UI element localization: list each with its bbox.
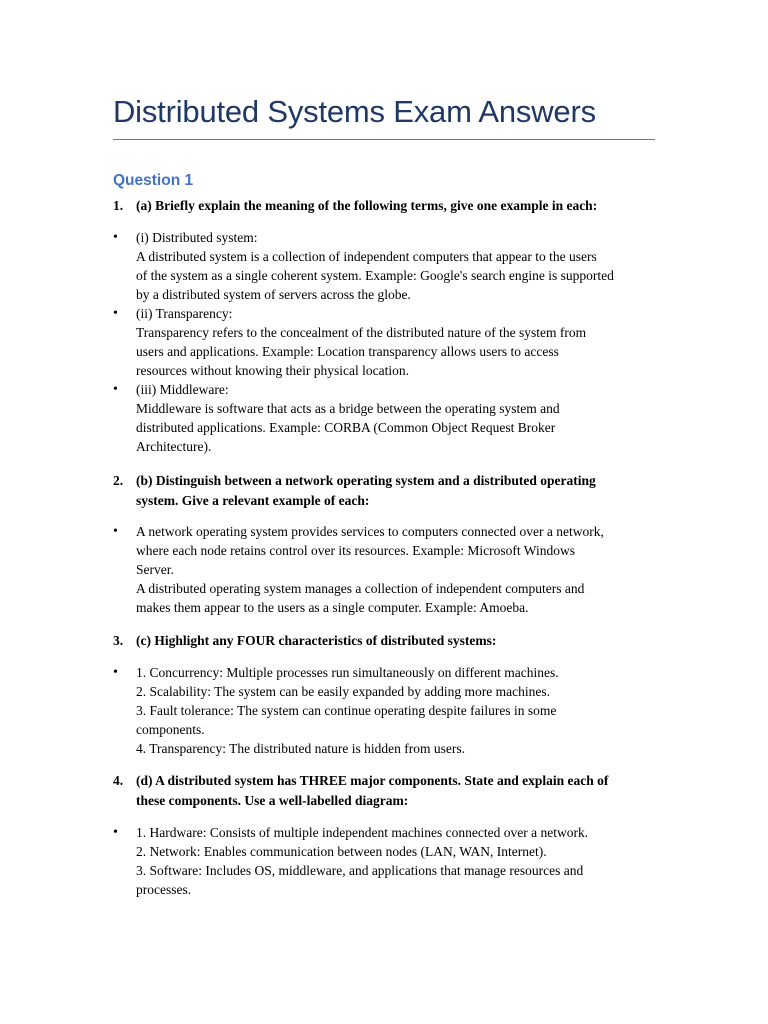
section-heading: Question 1 [113,172,194,189]
answer-line: A distributed system is a collection of independent computers that appear to the users [136,249,597,265]
bullet-icon: • [113,665,118,680]
answer-line: makes them appear to the users as a single computer. Example: Amoeba. [136,600,529,616]
question-text: (a) Briefly explain the meaning of the following terms, give one example in each: [136,198,598,213]
answer-line: of the system as a single coherent system. Example: Google's search engine is supported [136,268,614,284]
answer-line: Transparency refers to the concealment of the distributed nature of the system from [136,325,587,341]
bullet-icon: • [113,382,118,397]
question-4 [113,771,655,810]
answer-line: 3. Fault tolerance: The system can continue operating despite failures in some [136,703,557,719]
answer-line: distributed applications. Example: CORBA (Common Object Request Broker [136,420,556,436]
answer-line: Architecture). [136,439,212,455]
question-4-prompt [113,771,655,810]
answer-line: where each node retains control over its resources. Example: Microsoft Windows [136,543,575,559]
answer-line: 2. Scalability: The system can be easily expanded by adding more machines. [136,684,551,700]
answer-line: 1. Concurrency: Multiple processes run simultaneously on different machines. [136,665,559,680]
question-3-prompt [113,631,655,651]
answer-line: by a distributed system of servers across the globe. [136,287,411,303]
answer-line: 3. Software: Includes OS, middleware, and applications that manage resources and [136,863,584,879]
list-item [113,228,655,304]
bullet-icon: • [113,524,118,539]
list-item [113,663,655,758]
answer-line: Server. [136,562,174,578]
answer-line: Middleware is software that acts as a bridge between the operating system and [136,401,560,417]
question-text: (c) Highlight any FOUR characteristics of distributed systems: [136,633,497,648]
list-item [113,380,655,456]
answer-line: 2. Network: Enables communication between nodes (LAN, WAN, Internet). [136,844,547,860]
question-number: 4. [113,773,124,788]
answer-line: users and applications. Example: Location transparency allows users to access [136,344,559,360]
list-item [113,304,655,380]
question-3-answer [113,663,655,758]
question-text: (d) A distributed system has THREE major components. State and explain each of [136,773,609,788]
answer-line: resources without knowing their physical location. [136,363,409,379]
question-1-answer-i [113,228,655,304]
title-underline [113,139,655,140]
question-text: (b) Distinguish between a network operating system and a distributed operating [136,473,596,488]
bullet-icon: • [113,825,118,840]
bullet-icon: • [113,230,118,245]
question-2 [113,471,655,510]
question-text: system. Give a relevant example of each: [136,492,370,508]
answer-line: A network operating system provides services to computers connected over a network, [136,524,604,539]
question-2-answer [113,522,655,617]
question-2-prompt [113,471,655,510]
document-title: Distributed Systems Exam Answers [113,94,596,129]
answer-line: (iii) Middleware: [136,382,229,397]
question-1 [113,196,655,216]
answer-line: A distributed operating system manages a collection of independent computers and [136,581,585,597]
bullet-icon: • [113,306,118,321]
list-item [113,522,655,617]
answer-line: 1. Hardware: Consists of multiple independent machines connected over a network. [136,825,589,840]
question-3 [113,631,655,651]
answer-line: (ii) Transparency: [136,306,233,321]
question-1-answer-ii [113,304,655,380]
question-1-prompt [113,196,655,216]
answer-line: processes. [136,882,192,898]
answer-line: 4. Transparency: The distributed nature is hidden from users. [136,741,465,757]
answer-line: (i) Distributed system: [136,230,258,245]
question-number: 3. [113,633,124,648]
question-4-answer [113,823,655,899]
question-text: these components. Use a well-labelled diagram: [136,792,409,808]
question-number: 2. [113,473,124,488]
list-item [113,823,655,899]
question-number: 1. [113,198,124,213]
answer-line: components. [136,722,205,738]
question-1-answer-iii [113,380,655,456]
